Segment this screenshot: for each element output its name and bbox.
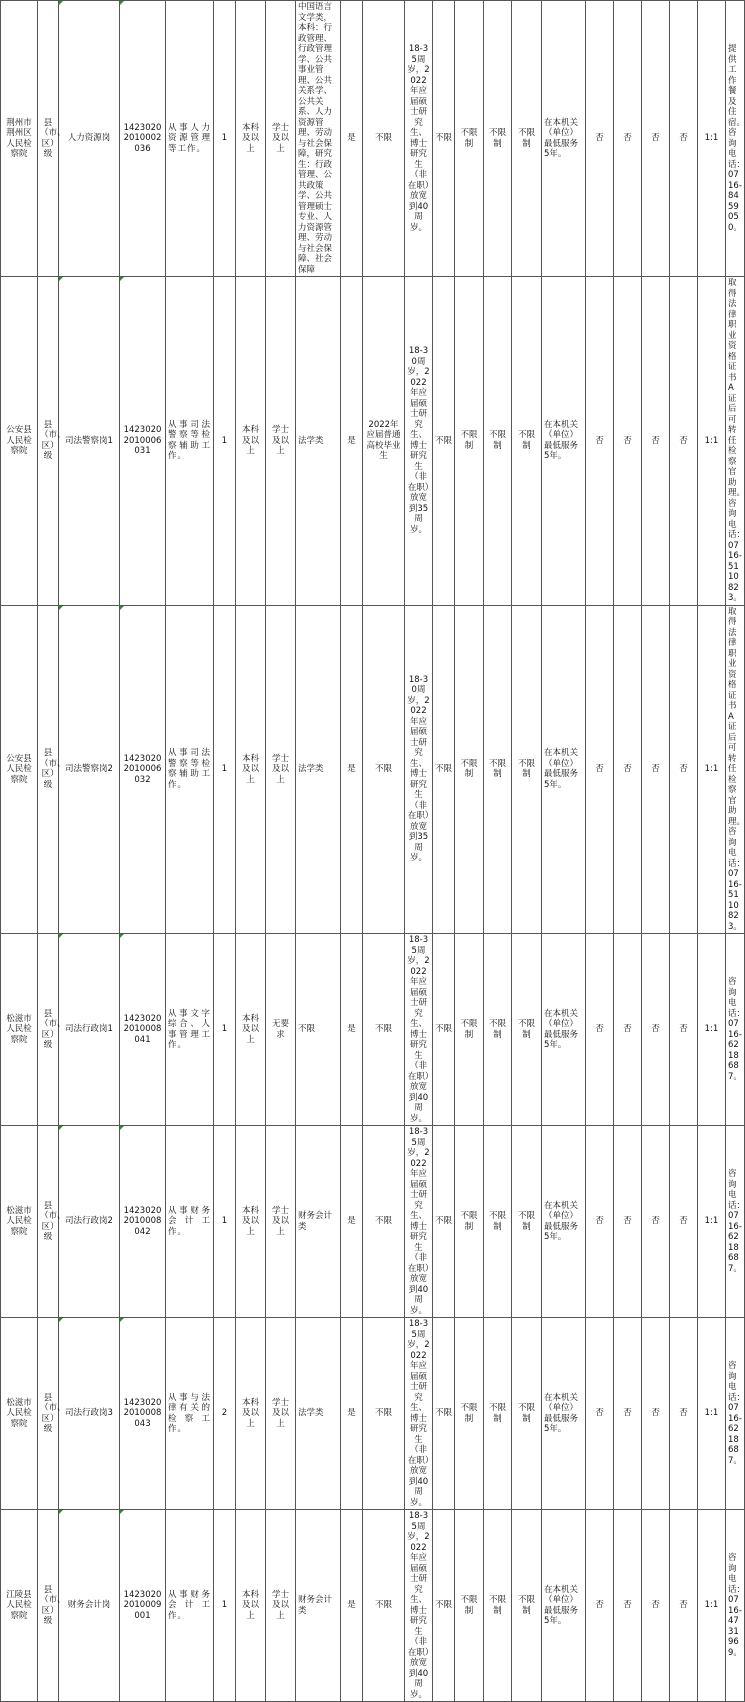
position-code-cell: 14230202010008042	[120, 1126, 166, 1318]
requirement-cell: 不限制	[512, 1510, 542, 1702]
requirement-cell: 不限制	[512, 1, 542, 277]
major-cell: 财务会计类	[296, 1510, 341, 1702]
position-code-cell: 14230202010008043	[120, 1318, 166, 1510]
table-row	[1, 1, 745, 277]
requirement-cell: 不限制	[484, 1510, 512, 1702]
requirement-cell: 不限制	[512, 605, 542, 934]
service-cell: 在本机关（单位）最低服务5年。	[542, 934, 586, 1126]
education-cell: 本科及以上	[236, 934, 266, 1126]
duty-cell: 从事司法警察等检察辅助工作。	[166, 605, 214, 934]
requirement-cell: 不限制	[512, 1126, 542, 1318]
position-code-cell: 14230202010006031	[120, 277, 166, 606]
education-cell: 本科及以上	[236, 1318, 266, 1510]
education-cell: 本科及以上	[236, 277, 266, 606]
count-cell: 1	[214, 1, 236, 277]
education-cell: 本科及以上	[236, 1, 266, 277]
employer-cell: 松滋市人民检察院	[1, 1126, 38, 1318]
position-code-cell: 14230202010009001	[120, 1510, 166, 1702]
count-cell: 2	[214, 1318, 236, 1510]
age-cell: 18-35周岁，2022年应届硕士研究生、博士研究生（非在职）放宽到40周岁。	[405, 934, 433, 1126]
flag-cell: 否	[642, 1318, 670, 1510]
position-cell: 司法警察岗1	[59, 277, 120, 606]
flag-cell: 否	[586, 277, 614, 606]
level-cell: 县（市、区）级	[38, 605, 59, 934]
flag-cell: 否	[614, 1126, 642, 1318]
political-cell: 是	[341, 1318, 363, 1510]
political-cell: 是	[341, 605, 363, 934]
flag-cell: 否	[586, 1510, 614, 1702]
requirement-cell: 不限	[433, 1126, 455, 1318]
requirement-cell: 不限制	[484, 605, 512, 934]
employer-cell: 松滋市人民检察院	[1, 934, 38, 1126]
remark-cell: 取得法律职业资格证书A证后可转任检察官助理。咨询电话：0716-5110823。	[726, 605, 745, 934]
political-cell: 是	[341, 1, 363, 277]
flag-cell: 否	[586, 1, 614, 277]
remark-cell: 提供工作餐及住宿。咨询电话：0716-8459050。	[726, 1, 745, 277]
ratio-cell: 1:1	[698, 1, 726, 277]
requirement-cell: 不限制	[484, 1318, 512, 1510]
employer-cell: 江陵县人民检察院	[1, 1510, 38, 1702]
requirement-cell: 不限	[433, 1, 455, 277]
flag-cell: 否	[614, 934, 642, 1126]
flag-cell: 否	[614, 605, 642, 934]
position-code-cell: 14230202010002036	[120, 1, 166, 277]
duty-cell: 从事司法警察等检察辅助工作。	[166, 277, 214, 606]
requirement-cell: 不限制	[455, 605, 484, 934]
count-cell: 1	[214, 934, 236, 1126]
ratio-cell: 1:1	[698, 1126, 726, 1318]
source-cell: 不限	[363, 1, 405, 277]
duty-cell: 从事人力资源管理等工作。	[166, 1, 214, 277]
flag-cell: 否	[670, 605, 698, 934]
flag-cell: 否	[670, 934, 698, 1126]
flag-cell: 否	[586, 605, 614, 934]
ratio-cell: 1:1	[698, 1510, 726, 1702]
ratio-cell: 1:1	[698, 605, 726, 934]
flag-cell: 否	[642, 605, 670, 934]
source-cell: 2022年应届普通高校毕业生	[363, 277, 405, 606]
duty-cell: 从事与法律有关的检察工作。	[166, 1318, 214, 1510]
requirement-cell: 不限制	[484, 1, 512, 277]
service-cell: 在本机关（单位）最低服务5年。	[542, 1126, 586, 1318]
duty-cell: 从事财务会计工作。	[166, 1126, 214, 1318]
requirement-cell: 不限	[433, 605, 455, 934]
employer-cell: 松滋市人民检察院	[1, 1318, 38, 1510]
flag-cell: 否	[614, 1318, 642, 1510]
requirement-cell: 不限	[433, 277, 455, 606]
source-cell: 不限	[363, 605, 405, 934]
age-cell: 18-35周岁，2022年应届硕士研究生、博士研究生（非在职）放宽到40周岁。	[405, 1126, 433, 1318]
age-cell: 18-30周岁，2022年应届硕士研究生、博士研究生（非在职）放宽到35周岁。	[405, 605, 433, 934]
age-cell: 18-35周岁，2022年应届硕士研究生、博士研究生（非在职）放宽到40周岁。	[405, 1318, 433, 1510]
requirement-cell: 不限制	[455, 277, 484, 606]
major-cell: 法学类	[296, 1318, 341, 1510]
education-cell: 本科及以上	[236, 1126, 266, 1318]
degree-cell: 学士及以上	[266, 1510, 296, 1702]
count-cell: 1	[214, 277, 236, 606]
service-cell: 在本机关（单位）最低服务5年。	[542, 1, 586, 277]
age-cell: 18-35周岁，2022年应届硕士研究生、博士研究生（非在职）放宽到40周岁。	[405, 1, 433, 277]
position-code-cell: 14230202010006032	[120, 605, 166, 934]
remark-cell: 咨询电话：0716-6218687。	[726, 934, 745, 1126]
requirement-cell: 不限制	[455, 1, 484, 277]
position-cell: 财务会计岗	[59, 1510, 120, 1702]
degree-cell: 学士及以上	[266, 1, 296, 277]
source-cell: 不限	[363, 1126, 405, 1318]
requirement-cell: 不限制	[484, 1126, 512, 1318]
position-cell: 人力资源岗	[59, 1, 120, 277]
ratio-cell: 1:1	[698, 277, 726, 606]
position-cell: 司法行政岗2	[59, 1126, 120, 1318]
remark-cell: 咨询电话：0716-6218687。	[726, 1318, 745, 1510]
major-cell: 不限	[296, 934, 341, 1126]
political-cell: 是	[341, 1126, 363, 1318]
flag-cell: 否	[586, 934, 614, 1126]
flag-cell: 否	[642, 934, 670, 1126]
service-cell: 在本机关（单位）最低服务5年。	[542, 277, 586, 606]
position-cell: 司法行政岗1	[59, 934, 120, 1126]
table-row	[1, 934, 745, 1126]
flag-cell: 否	[670, 1318, 698, 1510]
remark-cell: 咨询电话：0716-6218687。	[726, 1126, 745, 1318]
requirement-cell: 不限制	[512, 934, 542, 1126]
remark-cell: 取得法律职业资格证书A证后可转任检察官助理。咨询电话：0716-5110823。	[726, 277, 745, 606]
source-cell: 不限	[363, 934, 405, 1126]
level-cell: 县（市、区）级	[38, 1126, 59, 1318]
requirement-cell: 不限制	[455, 1126, 484, 1318]
flag-cell: 否	[642, 1126, 670, 1318]
political-cell: 是	[341, 934, 363, 1126]
level-cell: 县（市、区）级	[38, 934, 59, 1126]
flag-cell: 否	[670, 1510, 698, 1702]
level-cell: 县（市、区）级	[38, 1318, 59, 1510]
requirement-cell: 不限制	[484, 934, 512, 1126]
position-cell: 司法警察岗2	[59, 605, 120, 934]
table-row	[1, 1510, 745, 1702]
political-cell: 是	[341, 277, 363, 606]
flag-cell: 否	[614, 277, 642, 606]
flag-cell: 否	[642, 1, 670, 277]
duty-cell: 从事财务会计工作。	[166, 1510, 214, 1702]
source-cell: 不限	[363, 1510, 405, 1702]
major-cell: 法学类	[296, 277, 341, 606]
level-cell: 县（市、区）级	[38, 1, 59, 277]
flag-cell: 否	[670, 1126, 698, 1318]
flag-cell: 否	[670, 277, 698, 606]
requirement-cell: 不限制	[455, 1510, 484, 1702]
employer-cell: 荆州市荆州区人民检察院	[1, 1, 38, 277]
flag-cell: 否	[642, 1510, 670, 1702]
major-cell: 中国语言文学类，本科：行政管理、行政管理学、公共事业管理、公共关系学、公共关系、人力资源管理、劳动与社会保障，研究生：行政管理、公共政策学、公共管理硕士专业、人力资源管理、劳动与社会保障、社会保障	[296, 1, 341, 277]
degree-cell: 无要求	[266, 934, 296, 1126]
service-cell: 在本机关（单位）最低服务5年。	[542, 1318, 586, 1510]
table-row	[1, 277, 745, 606]
flag-cell: 否	[614, 1, 642, 277]
requirement-cell: 不限制	[512, 1318, 542, 1510]
requirement-cell: 不限制	[455, 1318, 484, 1510]
age-cell: 18-35周岁，2022年应届硕士研究生、博士研究生（非在职）放宽到40周岁。	[405, 1510, 433, 1702]
flag-cell: 否	[586, 1318, 614, 1510]
requirement-cell: 不限制	[455, 934, 484, 1126]
ratio-cell: 1:1	[698, 1318, 726, 1510]
age-cell: 18-30周岁，2022年应届硕士研究生、博士研究生（非在职）放宽到35周岁。	[405, 277, 433, 606]
degree-cell: 学士及以上	[266, 605, 296, 934]
source-cell: 不限	[363, 1318, 405, 1510]
ratio-cell: 1:1	[698, 934, 726, 1126]
position-code-cell: 14230202010008041	[120, 934, 166, 1126]
service-cell: 在本机关（单位）最低服务5年。	[542, 1510, 586, 1702]
degree-cell: 学士及以上	[266, 277, 296, 606]
remark-cell: 咨询电话：0716-4731969。	[726, 1510, 745, 1702]
level-cell: 县（市、区）级	[38, 1510, 59, 1702]
major-cell: 财务会计类	[296, 1126, 341, 1318]
requirement-cell: 不限制	[484, 277, 512, 606]
position-cell: 司法行政岗3	[59, 1318, 120, 1510]
table-row	[1, 1318, 745, 1510]
flag-cell: 否	[614, 1510, 642, 1702]
count-cell: 1	[214, 605, 236, 934]
degree-cell: 学士及以上	[266, 1126, 296, 1318]
education-cell: 本科及以上	[236, 1510, 266, 1702]
table-row	[1, 1126, 745, 1318]
major-cell: 法学类	[296, 605, 341, 934]
level-cell: 县（市、区）级	[38, 277, 59, 606]
table-row	[1, 605, 745, 934]
degree-cell: 学士及以上	[266, 1318, 296, 1510]
employer-cell: 公安县人民检察院	[1, 605, 38, 934]
count-cell: 1	[214, 1126, 236, 1318]
flag-cell: 否	[586, 1126, 614, 1318]
political-cell: 是	[341, 1510, 363, 1702]
requirement-cell: 不限	[433, 934, 455, 1126]
requirement-cell: 不限	[433, 1318, 455, 1510]
flag-cell: 否	[642, 277, 670, 606]
duty-cell: 从事文字综合、人事管理工作。	[166, 934, 214, 1126]
requirement-cell: 不限制	[512, 277, 542, 606]
flag-cell: 否	[670, 1, 698, 277]
requirement-cell: 不限	[433, 1510, 455, 1702]
employer-cell: 公安县人民检察院	[1, 277, 38, 606]
service-cell: 在本机关（单位）最低服务5年。	[542, 605, 586, 934]
education-cell: 本科及以上	[236, 605, 266, 934]
count-cell: 1	[214, 1510, 236, 1702]
